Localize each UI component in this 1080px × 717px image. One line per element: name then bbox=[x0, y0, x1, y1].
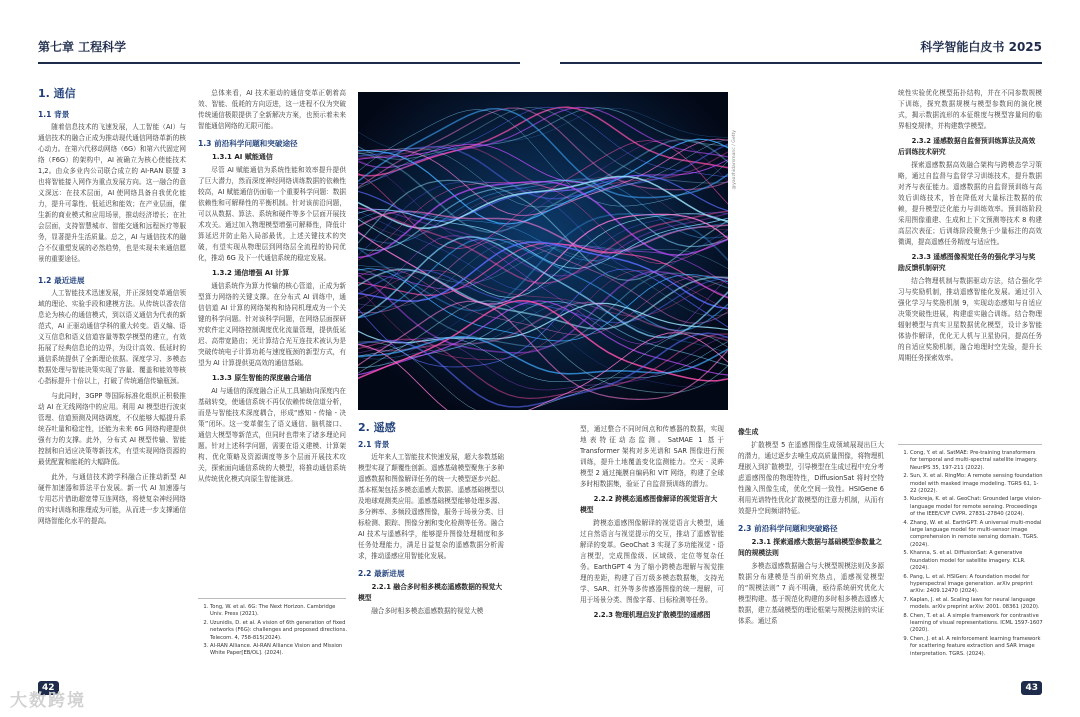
subheading-multitemporal-model: 2.2.1 融合多时相多模态遥感数据的视觉大模型 bbox=[358, 583, 503, 602]
paragraph: 跨模态遥感图像解译的视觉语言大模型，通过自然语言与视觉提示的交互，推动了遥感智能解译的变革。GeoChat 3 实现了多功能视觉 - 语言模型，完成图像级、区域级、定位等复杂任务。EarthGPT 4 为了缩小跨模态理解与视觉推理的差距，构建了百万级多模态数据集，支持光学、SAR、红外等多传感器图像的统一理解，可用于场景分类、图像字幕、目标检测等任务。 bbox=[580, 519, 724, 604]
page-number-left: 42 bbox=[38, 681, 59, 695]
subheading-comm-enhanced-ai: 1.3.2 通信增强 AI 计算 bbox=[212, 269, 290, 277]
reference-item: 2. Sun, X. et al. RingMo: A remote sensing foundation model with masked image modeling. TGRS 61, 1-22 (2022). bbox=[910, 473, 1044, 495]
paragraph: 与此同时，3GPP 等国际标准化组织正积极推动 AI 在无线网络中的应用。利用 AI 模型进行波束管理、信道预测及网络调度，不仅能够大幅提升系统吞吐量和稳定性，还能为未来 6G 网络构建提供强有力的支撑。此外，分布式 AI 模型传输、智能控制和自适应决策等新技术，有望实现网络资源的最优配置和能耗的大幅降低。 bbox=[38, 392, 186, 466]
paragraph: 人工智能技术迅速发展，并正深刻变革通信领域的理论、实验手段和建模方法。从传统以香农信息论为核心的通信模式，到以语义通信为代表的新范式，AI 正驱动通信学科的重大转变。语义编、语义互信息和语义信道容量等数学模型的建立，有效拓展了经典信息论的边界，为设计高效、低延时的通信系统提供了全新理论依据。深度学习、多模态数据处理与智能决策实现了容量、覆盖和能效等核心指标提升十倍以上，打破了传统通信传输瓶颈。 bbox=[38, 289, 186, 385]
paragraph: 随着信息技术的飞速发展，人工智能（AI）与通信技术的融合正成为推动现代通信网络革新的核心动力。在第六代移动网络（6G）和第六代固定网络（F6G）的架构中，AI 被确立为核心使能技术 1,2。由众多业内公司联合成立的 AI-RAN 联盟 3 也将智能接入网作为重点发展方向。这一融合的意义深远：在技术层面，AI 使网络具备自我优化能力，提升可靠性、低延迟和能效；在产业层面，催生新的商业模式和应用场景，推动经济增长；在社会层面，支持智慧城市、智能交通和远程医疗等服务，显著提升生活质量。总之，AI 与通信技术的融合不仅重塑发展的必然趋势，也是实现未来通信愿景的重要途径。 bbox=[38, 123, 186, 263]
light-trails-illustration bbox=[358, 92, 728, 410]
paragraph: 结合物理机制与数据驱动方法，结合强化学习与奖励机制，推动遥感智能化发展。通过引入强化学习与奖励机制 9，实现动态感知与自适应决策突破性进展，构建虚实融合训练。结合物理辐射模型与真实卫星数据优化模型，设计多智能体协作解译，优化无人机与卫星协同，提高任务的自适应奖励机制，融合地理时空先验，提升长周期任务探索效率。 bbox=[898, 277, 1042, 362]
chapter-title: 第七章 工程科学 bbox=[38, 40, 127, 54]
paragraph: 尽管 AI 赋能通信为系统性能和效率提升提供了巨大潜力，然而深度神经网络训练数据的依赖性较高，AI 赋能通信仍面临一个重要科学问题：数据依赖性和可解释性的平衡机制。针对该前沿问题，可以从数据、算法、系统和硬件等多个层面开展技术攻关。通过加入物理模型增强可解释性，降低计算延迟并防止陷入局部最优，上述关键技术的突破，有望实现从物理层到网络层全流程的协同优化，推动 6G 及下一代通信系统的稳定发展。 bbox=[198, 166, 346, 262]
reference-item: 4. Zhang, W. et al. EarthGPT: A universal multi-modal large language model for multi-sensor image comprehension in remote sensing domain. TGRS. (2024). bbox=[910, 520, 1044, 550]
subheading-background: 2.1 背景 bbox=[358, 440, 390, 449]
reference-item: 3. AI-RAN Alliance. AI-RAN Alliance Vision and Mission White Paper[EB/OL]. (2024). bbox=[210, 643, 348, 658]
subheading-native-intelligence: 1.3.3 原生智能的深度融合通信 bbox=[212, 374, 312, 382]
subheading-frontier-paths: 2.3 前沿科学问题和突破路径 bbox=[738, 524, 838, 533]
paragraph: 融合多时相多模态遥感数据的视觉大模 bbox=[371, 607, 484, 615]
subheading-ai-empowered-comm: 1.3.1 AI 赋能通信 bbox=[212, 153, 273, 161]
section-heading-remote-sensing: 2. 遥感 bbox=[358, 421, 396, 434]
reference-item: 1. Cong, Y. et al. SatMAE: Pre-training transformers for temporal and multi-spectral satellite imagery. NeurIPS 35, 197-211 (2022). bbox=[910, 450, 1044, 472]
paragraph: 近年来人工智能技术快速发展，超大参数基础模型实现了颠覆性创新。遥感基础模型聚焦于多种遥感数据和图像解译任务的统一大模型逐步兴起。基本框架包括多模态遥感大数据、遥感基础模型以及地球观测类应用。遥感基础模型能够处理多源、多分辨率、多频段遥感图像，服务于场景分类、目标检测、跟踪、图像分割和变化检测等任务。融合 AI 技术与遥感科学，能够提升图像处理精度和多任务处理能力，满足日益复杂的遥感数据分析需求，推动遥感应用智能化发展。 bbox=[358, 453, 504, 560]
column-remote-sensing-2 bbox=[580, 424, 724, 670]
references-divider bbox=[198, 598, 346, 599]
reference-item: 7. Kaplan, J. et al. Scaling laws for neural language models. arXiv preprint arXiv: 2001. 08361 (2020). bbox=[910, 597, 1044, 612]
column-remote-sensing-3 bbox=[738, 424, 884, 670]
reference-item: 3. Kuckreja, K. et al. GeoChat: Grounded large vision-language model for remote sensing. Proceedings of the IEEE/CVF CVPR. 27831-27840 (2024). bbox=[910, 496, 1044, 518]
watermark-logo: 大数跨境 bbox=[10, 691, 86, 711]
paragraph: 此外，与通信技术跨学科融合正推动新型 AI 硬件加速器和算法平台发展。新一代 AI 加速器与专用芯片借助超宽带互连网络，将使复杂神经网络的实时训练和推理成为可能，从而进一步支撑通信网络智能化水平的提高。 bbox=[38, 473, 186, 525]
column-communication-1 bbox=[38, 86, 186, 670]
paragraph: 通信系统作为算力传输的核心管道，正成为新型算力网络的关键支撑。在分布式 AI 训练中，通信信道 AI 计算的网络架构和协同机理成为一个关键的科学问题。针对该科学问题，在网络层面探研究软件定义网络控制调度优化流量管理，提供低延迟、高带宽路由；光计算结合光互连技术被认为是突破传统电子计算功耗与速度瓶颈的新型方式，有望为 AI 计算提供更高效的通信基础。 bbox=[198, 282, 346, 367]
header-rule-right bbox=[560, 62, 1042, 64]
reference-item: 1. Tong, W. et al. 6G: The Next Horizon. Cambridge Univ. Press (2021). bbox=[210, 604, 348, 619]
paragraph: 探索遥感数据高效融合架构与跨模态学习策略，通过自监督与监督学习训练技术，提升数据对齐与表征能力。遥感数据的自监督预训练与高效后训练技术，旨在降低对大量标注数据的依赖，提升模型泛化能力与训练效率。预训练阶段采用图像重建、生成和上下文预测等技术 8 构建高层次表征；后训练阶段聚焦于少量标注的高效微调，提高遥感任务精度与适应性。 bbox=[898, 161, 1042, 246]
column-communication-2 bbox=[198, 88, 346, 588]
references-right bbox=[898, 450, 1044, 670]
column-remote-sensing-4 bbox=[898, 88, 1042, 430]
header-rule-left bbox=[38, 62, 520, 64]
paragraph: AI 与通信的深度融合正从工具辅助向深度内在基础转变，使通信系统不再仅依赖传统信道分析，而是与智能技术深度耦合，形成“感知 - 传输 - 决策”闭环。这一变革催生了语义通信、脑机接口、通信大模型等新范式，但同时也带来了诸多理论问题。针对上述科学问题，需要在语义建模、计算架构、优化策略及资源调度等多个层面开展技术攻关，探索面向通信系统的大模型，将推动通信系统从传统优化模式向原生智能演进。 bbox=[198, 387, 346, 483]
reference-item: 2. Uzunidis, D. et al. A vision of 6th generation of fixed networks (F6G): challenges and proposed directions. Telecom. 4, 758-815(2024). bbox=[210, 620, 348, 642]
book-title: 科学智能白皮书 2025 bbox=[920, 40, 1042, 54]
subheading-diffusion-model: 2.2.3 物理机理启发扩散模型的遥感图 bbox=[593, 611, 711, 619]
subheading-continuation: 像生成 bbox=[738, 428, 759, 436]
column-remote-sensing-1 bbox=[358, 420, 504, 670]
paragraph: 统性实验优化模型拓扑结构，并在不同参数规模下训练，探究数据规模与模型参数间的演化模式，揭示数据流形的本征维度与模型容量间的临界相变规律，并构建数学模型。 bbox=[898, 89, 1042, 130]
subheading-vision-language-model: 2.2.2 跨模态遥感图像解译的视觉语言大模型 bbox=[580, 495, 718, 514]
paragraph: 扩散模型 5 在遥感图像生成领域展现出巨大的潜力，通过逐步去噪生成高质量图像，将物理机理嵌入到扩散模型，引导模型在生成过程中充分考虑遥感图像的物理特性，DiffusionSat 将时空特性融入图像生成，优化空间一致性。HSIGene 6 利用光谱特性优化扩散模型的注意力机制，从而有效提升空间频谱特征。 bbox=[738, 441, 884, 515]
paragraph: 多模态遥感数据融合与大模型规模法则及多源数据分布建模是当前研究热点，遥感视觉模型的“规模法则” 7 尚不明确，亟待系统研究优化大模型构建。基于规范化构建的多时相多模态遥感大数据，建立基础模型的理论框架与规模法则的实证体系。通过系 bbox=[738, 562, 884, 625]
section-heading-communication: 1. 通信 bbox=[38, 87, 76, 100]
subheading-latest-progress: 2.2 最新进展 bbox=[358, 569, 405, 578]
light-trails-photo bbox=[358, 92, 728, 410]
photo-credit: @yaozhidarsmanc / Getty bbox=[732, 130, 737, 190]
page-number-right: 43 bbox=[1021, 681, 1042, 695]
subheading-scaling-law: 2.3.1 探索遥感大数据与基础模型参数量之间的规模法则 bbox=[738, 538, 883, 557]
reference-item: 8. Chen, T. et al. A simple framework for contrastive learning of visual representations. ICML 1597-1607 (2020). bbox=[910, 613, 1044, 635]
paragraph: 型，通过整合不同时间点和传感器的数据，实现地表特征动态监测。SatMAE 1 基于 Transformer 架构对多光谱和 SAR 图像进行预训练，提升土地覆盖变化监测能力。空天 · 灵眸模型 2 通过掩膜自编码和 ViT 网络，构建了全球多时相数据集，验证了自监督预训练的潜力。 bbox=[580, 425, 724, 488]
reference-item: 6. Pang, L. et al. HSIGen: A foundation model for hyperspectral image generation. arXiv preprint arXiv: 2409.12470 (2024). bbox=[910, 574, 1044, 596]
subheading-background: 1.1 背景 bbox=[38, 110, 70, 119]
subheading-frontier-questions: 1.3 前沿科学问题和突破途径 bbox=[198, 139, 298, 148]
subheading-reinforcement-learning: 2.3.3 遥感图像视觉任务的强化学习与奖励反馈机制研究 bbox=[898, 253, 1036, 272]
reference-item: 9. Chen, J. et al. A reinforcement learning framework for scattering feature extraction and SAR image interpretation. TGRS. (2024). bbox=[910, 636, 1044, 658]
subheading-self-supervised: 2.3.2 遥感数据自监督预训练算法及高效后训练技术研究 bbox=[898, 137, 1036, 156]
paragraph: 总体来看，AI 技术驱动的通信变革正朝着高效、智能、低耗的方向迈进，这一进程不仅为突破传统通信极限提供了全新解决方案，也预示着未来智能通信网络的无限可能。 bbox=[198, 89, 346, 130]
references-left bbox=[198, 604, 348, 659]
references-divider bbox=[898, 444, 1042, 445]
reference-item: 5. Khanna, S. et al. DiffusionSat: A generative foundation model for satellite imagery. ICLR. (2024). bbox=[910, 550, 1044, 572]
subheading-recent-progress: 1.2 最近进展 bbox=[38, 276, 85, 285]
